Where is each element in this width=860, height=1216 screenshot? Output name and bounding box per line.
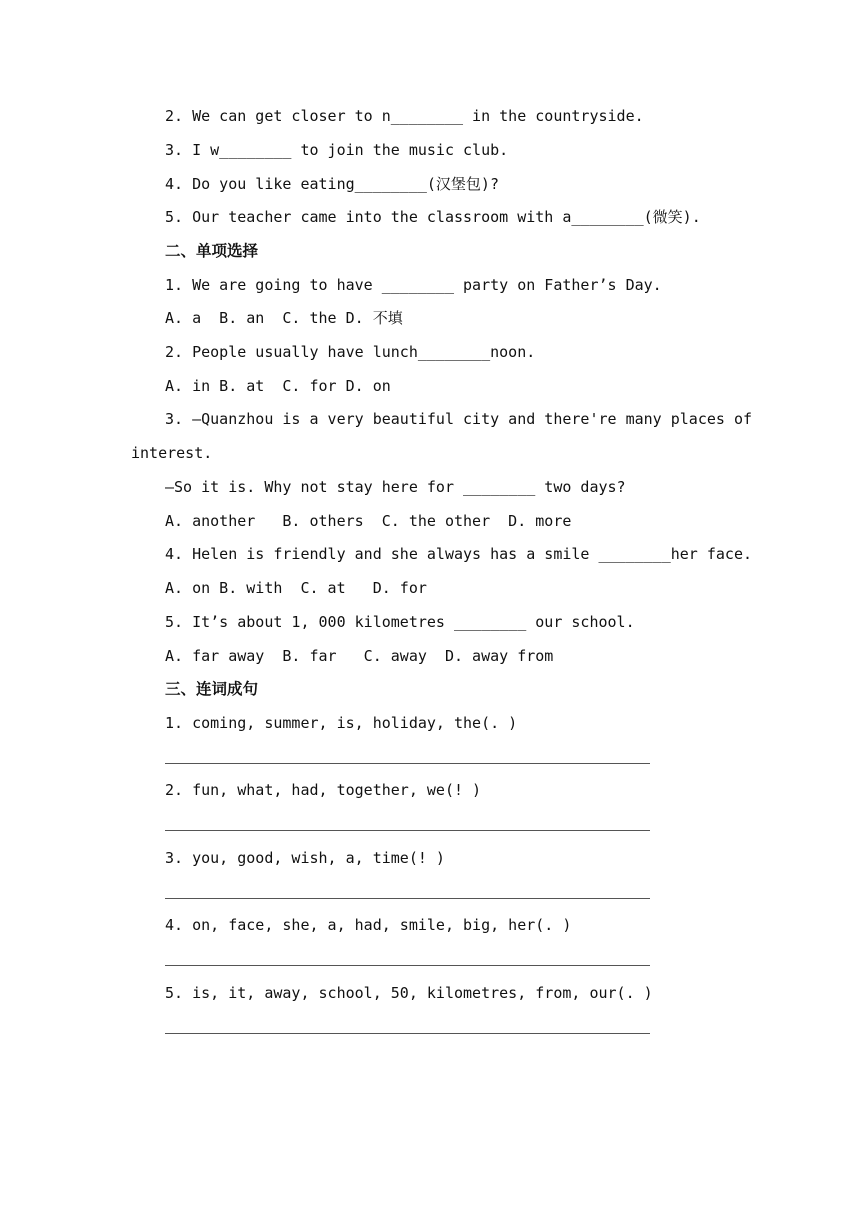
fill-blank-item-2: 2. We can get closer to n________ in the countryside.	[165, 107, 644, 125]
answer-line-2	[165, 830, 650, 831]
answer-line-4	[165, 965, 650, 966]
mc-options-3: A. another B. others C. the other D. more	[165, 512, 572, 530]
mc-question-3-line-3: —So it is. Why not stay here for ________ two days?	[165, 478, 626, 496]
mc-options-5: A. far away B. far C. away D. away from	[165, 647, 554, 665]
sentence-item-2: 2. fun, what, had, together, we(! )	[165, 781, 482, 799]
answer-line-3	[165, 898, 650, 899]
fill-blank-item-4: 4. Do you like eating________(汉堡包)?	[165, 175, 499, 193]
answer-line-5	[165, 1033, 650, 1034]
mc-question-2: 2. People usually have lunch________noon.	[165, 343, 536, 361]
sentence-item-4: 4. on, face, she, a, had, smile, big, her(. )	[165, 916, 572, 934]
section-heading-multiple-choice: 二、单项选择	[165, 242, 259, 260]
sentence-item-5: 5. is, it, away, school, 50, kilometres, from, our(. )	[165, 984, 653, 1002]
mc-options-1: A. a B. an C. the D. 不填	[165, 309, 403, 327]
sentence-item-3: 3. you, good, wish, a, time(! )	[165, 849, 445, 867]
fill-blank-item-5: 5. Our teacher came into the classroom with a________(微笑).	[165, 208, 701, 226]
answer-line-1	[165, 763, 650, 764]
sentence-item-1: 1. coming, summer, is, holiday, the(. )	[165, 714, 518, 732]
mc-question-3-line-1: 3. —Quanzhou is a very beautiful city and there're many places of	[165, 410, 752, 428]
mc-question-5: 5. It’s about 1, 000 kilometres ________ our school.	[165, 613, 635, 631]
mc-question-3-line-2: interest.	[131, 444, 213, 462]
mc-options-2: A. in B. at C. for D. on	[165, 377, 391, 395]
fill-blank-item-3: 3. I w________ to join the music club.	[165, 141, 509, 159]
mc-question-4: 4. Helen is friendly and she always has a smile ________her face.	[165, 545, 752, 563]
section-heading-sentence-building: 三、连词成句	[165, 680, 259, 698]
mc-question-1: 1. We are going to have ________ party on Father’s Day.	[165, 276, 662, 294]
mc-options-4: A. on B. with C. at D. for	[165, 579, 427, 597]
